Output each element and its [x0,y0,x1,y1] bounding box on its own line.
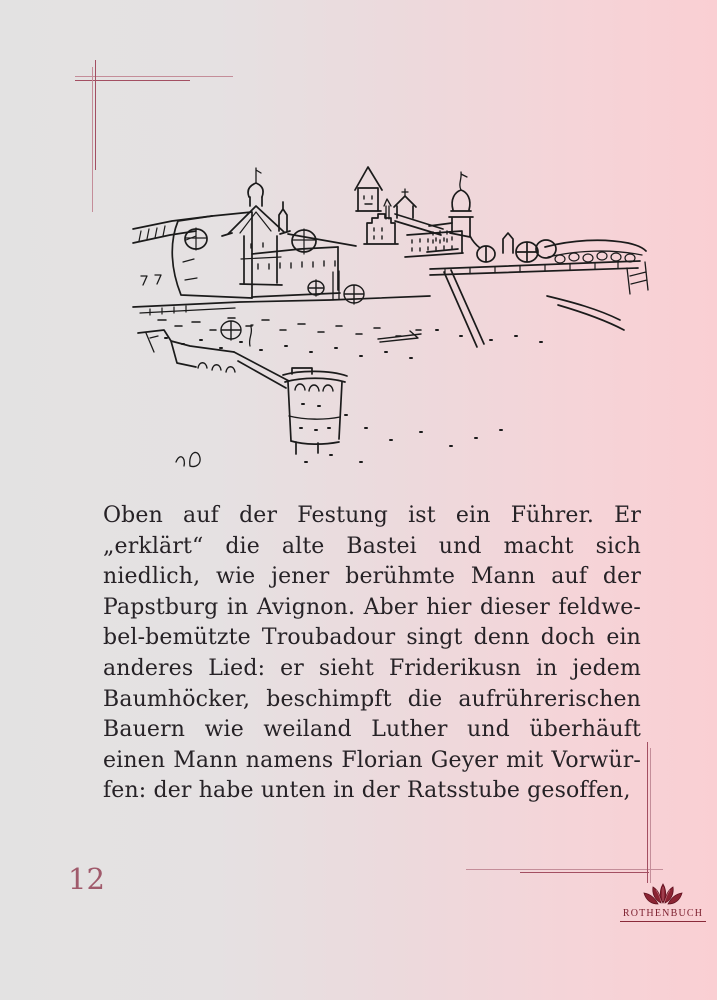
bottom-right-corner-mark-hline-short [520,872,649,873]
paragraph-line: niedlich, wie jener berühmte Mann auf der [103,564,641,590]
top-left-corner-mark-hline-long [75,76,233,77]
paragraph-line: Papstburg in Avignon. Aber hier dieser feldwe- [103,594,641,620]
publisher-logo [611,883,715,922]
paragraph-line: Bauern wie weiland Luther und überhäuft [103,717,641,743]
body-text-paragraph [103,501,641,807]
top-left-corner-mark-vline-short [95,60,96,170]
paragraph-line: bel-bemützte Troubadour singt denn doch ein [103,625,641,651]
publisher-underline [620,921,706,922]
top-left-corner-mark-vline-long [92,67,93,212]
bottom-right-corner-mark-vline-short [650,748,651,883]
paragraph-line: fen: der habe unten in der Ratsstube gesoffen, [103,778,631,804]
fortress-sketch [130,150,650,470]
five-leaf-emblem-icon [640,883,686,907]
publisher-name: ROTHENBUCH [622,908,704,919]
paragraph-line: Oben auf der Festung ist ein Führer. Er [103,503,641,528]
paragraph-line: Baumhöcker, beschimpft die aufrührerischen [103,686,641,712]
paragraph-line: anderes Lied: er sieht Friderikusn in jedem [103,655,641,681]
paragraph-line: einen Mann namens Florian Geyer mit Vorwür- [103,747,641,773]
bottom-right-corner-mark-vline-long [647,742,648,883]
paragraph-line: „erklärt“ die alte Bastei und macht sich [103,533,641,559]
bottom-right-corner-mark-hline-long [466,869,663,870]
page-number: 12 [68,862,105,896]
